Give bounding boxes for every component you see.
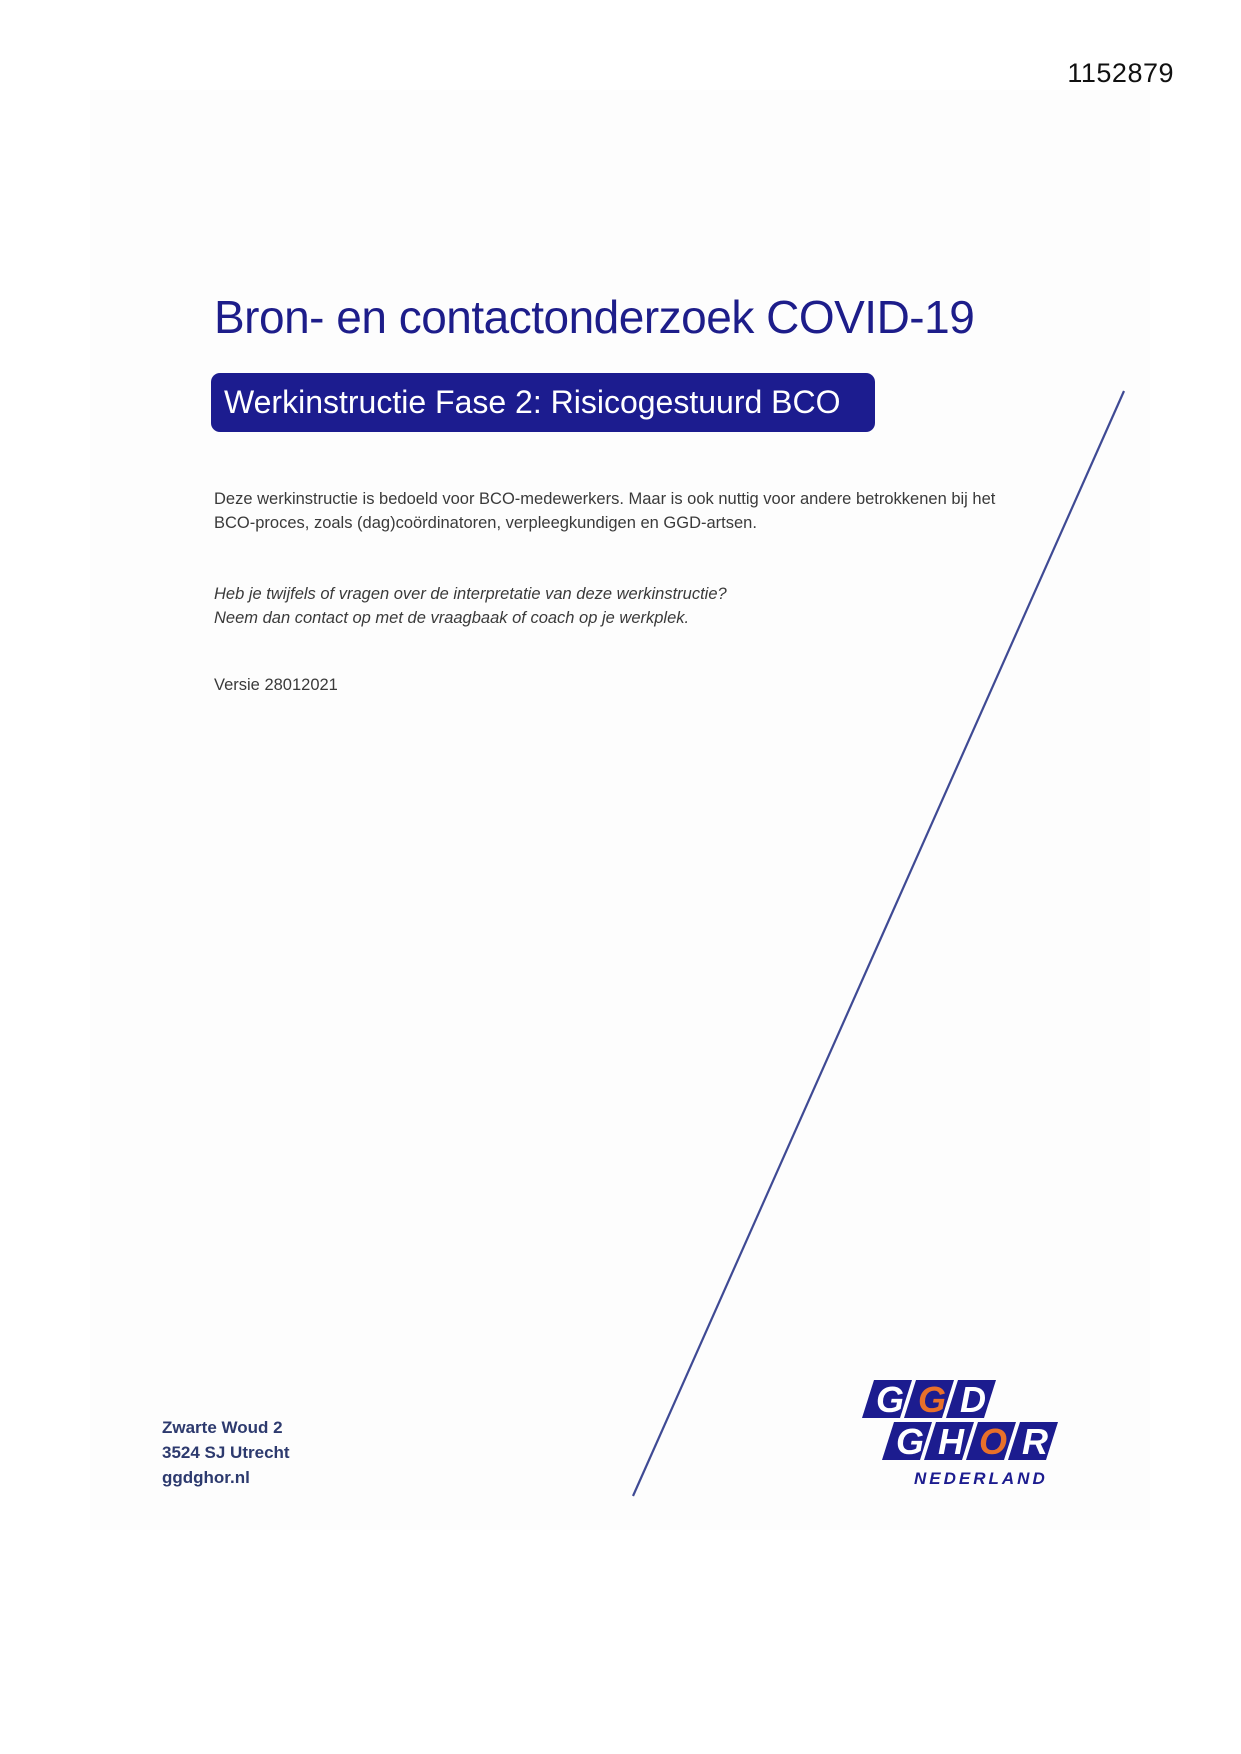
page-title: Bron- en contactonderzoek COVID-19: [214, 291, 975, 343]
subtitle-text: Werkinstructie Fase 2: Risicogestuurd BCO: [224, 384, 841, 420]
logo-letter: G: [918, 1379, 947, 1420]
logo-row-1: [862, 1379, 996, 1420]
logo-letter: R: [1022, 1421, 1048, 1462]
intro-paragraph: Deze werkinstructie is bedoeld voor BCO-medewerkers. Maar is ook nuttig voor andere betrokkenen bij het BCO-proces, zoals (dag)coördinatoren, verpleegkundigen en GGD-artsen.: [214, 490, 996, 532]
logo-letter: H: [938, 1421, 964, 1462]
logo-letter: G: [896, 1421, 925, 1462]
logo-letter: O: [979, 1421, 1008, 1462]
questions-line-1: Heb je twijfels of vragen over de interpretatie van deze werkinstructie?: [214, 585, 727, 603]
ggd-ghor-logo: [862, 1370, 1074, 1495]
logo-letter: D: [960, 1379, 986, 1420]
address-website[interactable]: ggdghor.nl: [162, 1468, 250, 1487]
address-street: Zwarte Woud 2: [162, 1418, 283, 1437]
address-block: [162, 1415, 290, 1490]
logo-letter: G: [876, 1379, 905, 1420]
document-number: 1152879: [1067, 58, 1174, 88]
logo-tagline: NEDERLAND: [914, 1469, 1048, 1488]
questions-line-2: Neem dan contact op met de vraagbaak of coach op je werkplek.: [214, 609, 690, 627]
address-postal-city: 3524 SJ Utrecht: [162, 1443, 290, 1462]
version-label: Versie 28012021: [214, 676, 338, 694]
logo-row-2: [882, 1421, 1058, 1462]
